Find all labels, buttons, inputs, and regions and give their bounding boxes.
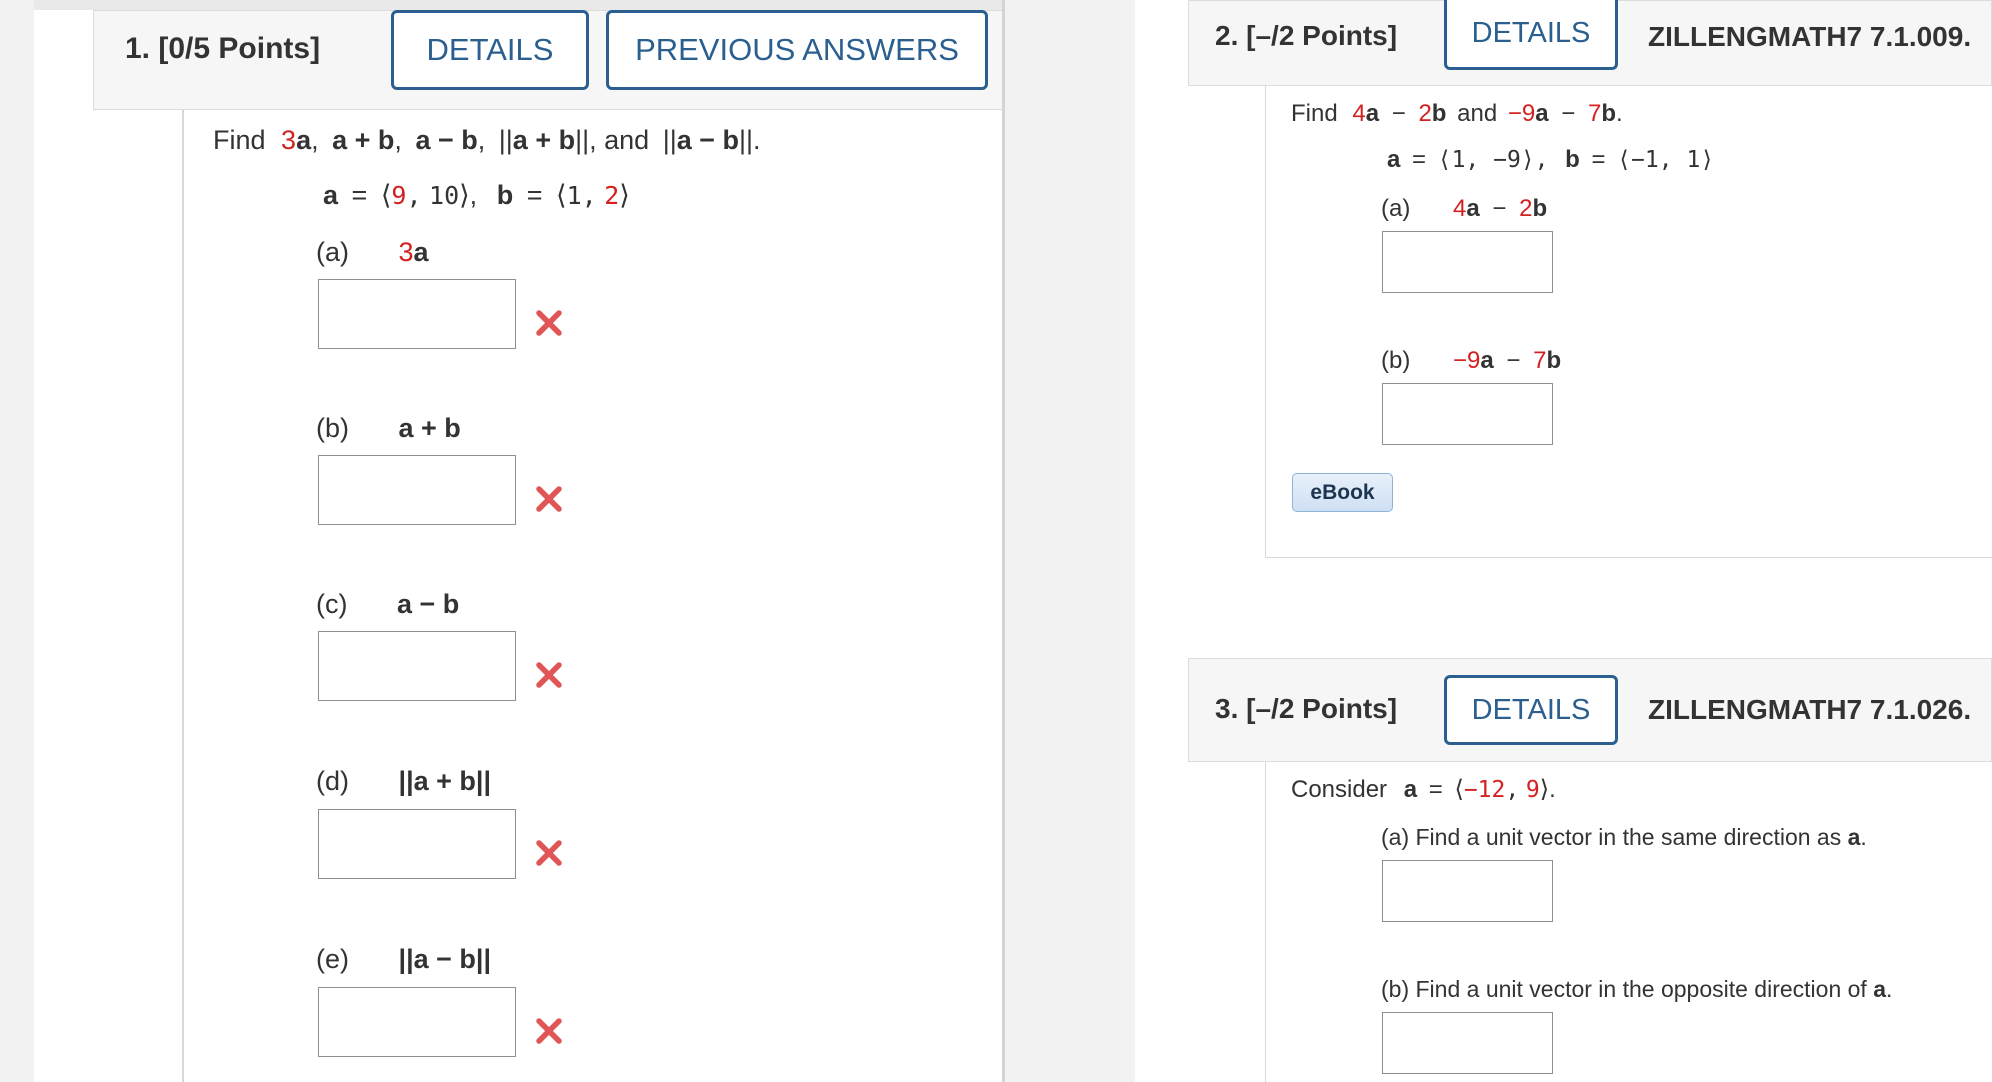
top-edge — [34, 0, 1003, 10]
question-1-part-d-label: (d) ||a + b|| — [316, 766, 492, 796]
question-3-code: ZILLENGMATH7 7.1.026. — [1648, 694, 1972, 725]
question-1-body-border — [182, 110, 184, 1082]
question-1-part-c-label: (c) a − b — [316, 589, 460, 619]
question-2-given-vectors: a = ⟨1, −9⟩, b = ⟨−1, 1⟩ — [1387, 146, 1715, 173]
question-1-given-vectors: a = ⟨9, 10⟩, b = ⟨1, 2⟩ — [323, 180, 630, 210]
x-mark-icon — [534, 660, 564, 690]
question-1-part-e-input[interactable] — [318, 987, 516, 1057]
question-3-title: 3. [–/2 Points] — [1215, 693, 1398, 724]
x-mark-icon — [534, 838, 564, 868]
question-2-prompt: Find 4a − 2b and −9a − 7b. — [1291, 100, 1623, 127]
left-margin — [0, 0, 34, 1082]
question-1-details-button[interactable]: DETAILS — [391, 10, 589, 90]
question-3-part-a-input[interactable] — [1382, 860, 1553, 922]
question-1-part-a-label: (a) 3a — [316, 237, 429, 267]
x-mark-icon — [534, 308, 564, 338]
question-3-prompt: Consider a = ⟨−12, 9⟩. — [1291, 776, 1556, 803]
question-3-part-a-label: (a) Find a unit vector in the same direction as a. — [1381, 824, 1867, 850]
question-1-part-c-input[interactable] — [318, 631, 516, 701]
question-2-part-b-label: (b) −9a − 7b — [1381, 347, 1562, 374]
question-3-part-b-input[interactable] — [1382, 1012, 1553, 1074]
right-question-panel — [1005, 0, 1992, 1082]
ebook-button[interactable]: eBook — [1292, 473, 1393, 512]
x-mark-icon — [534, 484, 564, 514]
right-margin — [1005, 0, 1135, 1082]
question-1-part-e-label: (e) ||a − b|| — [316, 944, 492, 974]
question-3-details-button[interactable]: DETAILS — [1444, 675, 1618, 745]
x-mark-icon — [534, 1016, 564, 1046]
question-2-part-a-label: (a) 4a − 2b — [1381, 195, 1548, 222]
question-2-part-b-input[interactable] — [1382, 383, 1553, 445]
question-2-details-button[interactable]: DETAILS — [1444, 0, 1618, 70]
question-1-part-d-input[interactable] — [318, 809, 516, 879]
question-1-part-b-input[interactable] — [318, 455, 516, 525]
question-2-part-a-input[interactable] — [1382, 231, 1553, 293]
question-1-part-b-label: (b) a + b — [316, 413, 461, 443]
question-1-prompt: Find 3a, a + b, a − b, ||a + b||, and ||a − b||. — [213, 125, 761, 155]
question-2-title: 2. [–/2 Points] — [1215, 20, 1398, 51]
question-1-title: 1. [0/5 Points] — [125, 32, 321, 65]
question-1-previous-answers-button[interactable]: PREVIOUS ANSWERS — [606, 10, 988, 90]
question-3-body — [1265, 762, 1992, 1082]
question-3-part-b-label: (b) Find a unit vector in the opposite direction of a. — [1381, 976, 1893, 1002]
question-1-part-a-input[interactable] — [318, 279, 516, 349]
question-2-code: ZILLENGMATH7 7.1.009. — [1648, 21, 1972, 52]
